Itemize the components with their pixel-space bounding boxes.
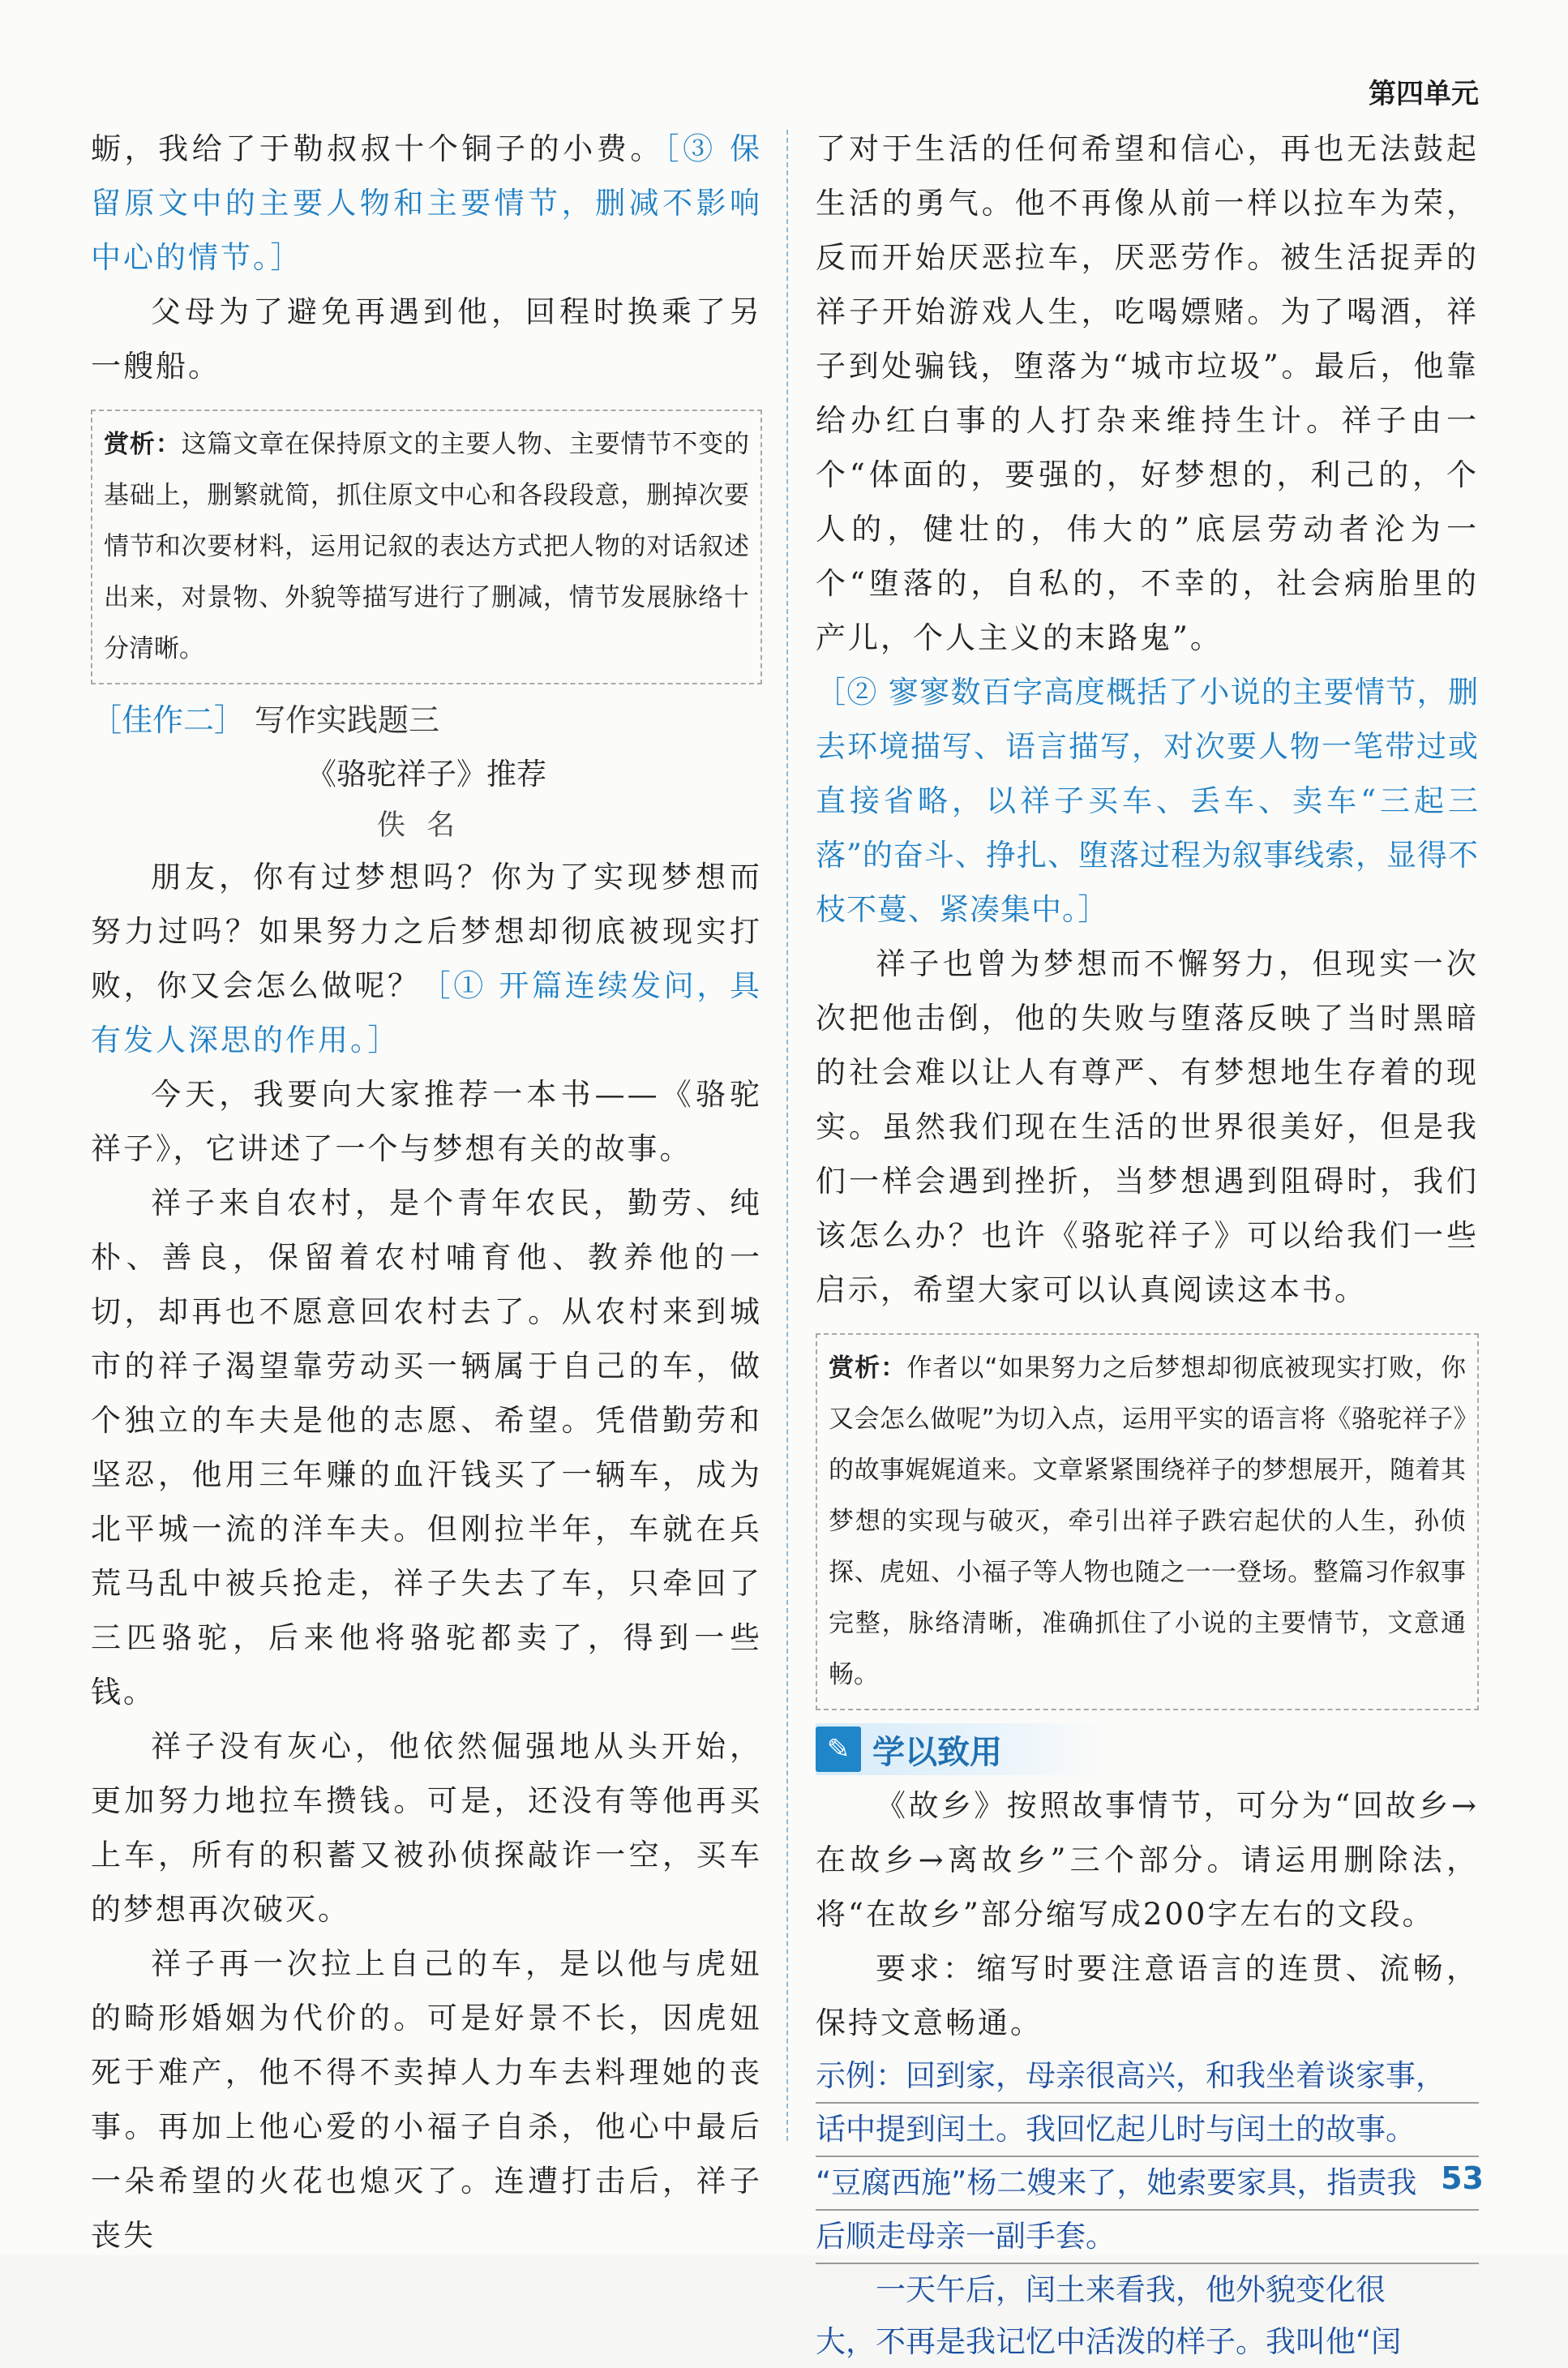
answer-line: 话中提到闰土。我回忆起儿时与闰土的故事。 (816, 2104, 1479, 2157)
essay-title: 《骆驼祥子》推荐 (306, 757, 546, 791)
annotation-note: ［③ 保留原文中的主要人物和主要情节，删减不影响中心的情节。］ (91, 131, 763, 275)
handwritten-answer (816, 2050, 1479, 2368)
section-header (816, 1723, 1107, 1775)
paragraph-text: 蛎，我给了于勒叔叔十个铜子的小费。 (91, 131, 664, 166)
answer-line: 示例：回到家，母亲很高兴，和我坐着谈家事， (816, 2050, 1479, 2104)
paragraph: 祥子没有灰心，他依然倔强地从头开始，更加努力地拉车攒钱。可是，还没有等他再买上车，所有的积蓄又被孙侦探敲诈一空，买车的梦想再次破灭。 (91, 1729, 762, 1927)
analysis-label: 赏析： (829, 1353, 907, 1383)
analysis-box (816, 1333, 1479, 1710)
answer-line: 大，不再是我记忆中活泼的样子。我叫他“闰 (816, 2324, 1402, 2359)
paragraph: 祥子再一次拉上自己的车，是以他与虎妞的畸形婚姻为代价的。可是好景不长，因虎妞死于难产，他不得不卖掉人力车去料理她的丧事。再加上他心爱的小福子自杀，他心中最后一朵希望的火花也熄灭了。连遭打击后，祥子丧失 (91, 1946, 762, 2253)
analysis-text: 作者以“如果努力之后梦想却彻底被现实打败，你又会怎么做呢”为切入点，运用平实的语言将《骆驼祥子》的故事娓娓道来。文章紧紧围绕祥子的梦想展开，随着其梦想的实现与破灭，牵引出祥子跌宕起伏的人生，孙侦探、虎妞、小福子等人物也随之一一登场。整篇习作叙事完整，脉络清晰，准确抓住了小说的主要情节，文意通畅。 (829, 1353, 1467, 1689)
paragraph: 父母为了避免再遇到他，回程时换乘了另一艘船。 (91, 294, 762, 384)
annotation-note: ［② 寥寥数百字高度概括了小说的主要情节，删去环境描写、语言描写，对次要人物一笔带过或直接省略，以祥子买车、丢车、卖车“三起三落”的奋斗、挣扎、堕落过程为叙事线索，显得不枝不蔓、紧凑集中。］ (816, 675, 1479, 927)
essay-author: 佚名 (376, 809, 476, 842)
task-paragraph: 《故乡》按照故事情节，可分为“回故乡→在故乡→离故乡”三个部分。请运用删除法，将“在故乡”部分缩写成200字左右的文段。 (816, 1788, 1479, 1932)
paragraph-text: 朋友，你有过梦想吗？你为了实现梦想而努力过吗？如果努力之后梦想却彻底被现实打败，你又会怎么做呢？ (91, 860, 762, 1003)
paragraph (91, 850, 762, 1067)
answer-line: “豆腐西施”杨二嫂来了，她索要家具，指责我 (816, 2157, 1479, 2211)
paragraph: 今天，我要向大家推荐一本书——《骆驼祥子》，它讲述了一个与梦想有关的故事。 (91, 1077, 762, 1166)
section-title: 学以致用 (872, 1733, 1002, 1771)
paragraph (91, 122, 762, 285)
answer-line: 后顺走母亲一副手套。 (816, 2211, 1479, 2264)
right-column (816, 122, 1479, 2368)
task-requirement: 要求：缩写时要注意语言的连贯、流畅，保持文意畅通。 (816, 1951, 1479, 2040)
annotation-note: ［① 开篇连续发问，具有发人深思的作用。］ (91, 968, 763, 1057)
paragraph: 祥子来自农村，是个青年农民，勤劳、纯朴、善良，保留着农村哺育他、教养他的一切，却再也不愿意回农村去了。从农村来到城市的祥子渴望靠劳动买一辆属于自己的车，做个独立的车夫是他的志愿、希望。凭借勤劳和坚忍，他用三年赚的血汗钱买了一辆车，成为北平城一流的洋车夫。但刚拉半年，车就在兵荒马乱中被兵抢走，祥子失去了车，只牵回了三匹骆驼，后来他将骆驼都卖了，得到一些钱。 (91, 1186, 762, 1710)
paragraph: 祥子也曾为梦想而不懈努力，但现实一次次把他击倒，他的失败与堕落反映了当时黑暗的社会难以让人有尊严、有梦想地生存着的现实。虽然我们现在生活的世界很美好，但是我们一样会遇到挫折，当梦想遇到阻碍时，我们该怎么办？也许《骆驼祥子》可以给我们一些启示，希望大家可以认真阅读这本书。 (816, 946, 1479, 1307)
jiazuo-title: 写作实践题三 (255, 702, 440, 738)
analysis-label: 赏析： (104, 430, 182, 459)
paragraph: 了对于生活的任何希望和信心，再也无法鼓起生活的勇气。他不再像从前一样以拉车为荣，反而开始厌恶拉车，厌恶劳作。被生活捉弄的祥子开始游戏人生，吃喝嫖赌。为了喝酒，祥子到处骗钱，堕落为“城市垃圾”。最后，他靠给办红白事的人打杂来维持生计。祥子由一个“体面的，要强的，好梦想的，利己的，个人的，健壮的，伟大的”底层劳动者沦为一个“堕落的，自私的，不幸的，社会病胎里的产儿，个人主义的末路鬼”。 (816, 131, 1479, 655)
answer-line: 一天午后，闰土来看我，他外貌变化很 (876, 2272, 1386, 2307)
unit-title: 第四单元 (1369, 78, 1479, 110)
practice-icon: ✎ (816, 1727, 861, 1772)
column-divider (786, 130, 788, 2141)
analysis-text: 这篇文章在保持原文的主要人物、主要情节不变的基础上，删繁就简，抓住原文中心和各段段意，删掉次要情节和次要材料，运用记叙的表达方式把人物的对话叙述出来，对景物、外貌等描写进行了删减，情节发展脉络十分清晰。 (104, 430, 749, 663)
analysis-box (91, 410, 762, 684)
jiazuo-heading (91, 696, 762, 744)
page-number: 53 (1441, 2160, 1484, 2196)
jiazuo-tag: ［佳作二］ (91, 702, 246, 738)
left-column (91, 122, 762, 2263)
